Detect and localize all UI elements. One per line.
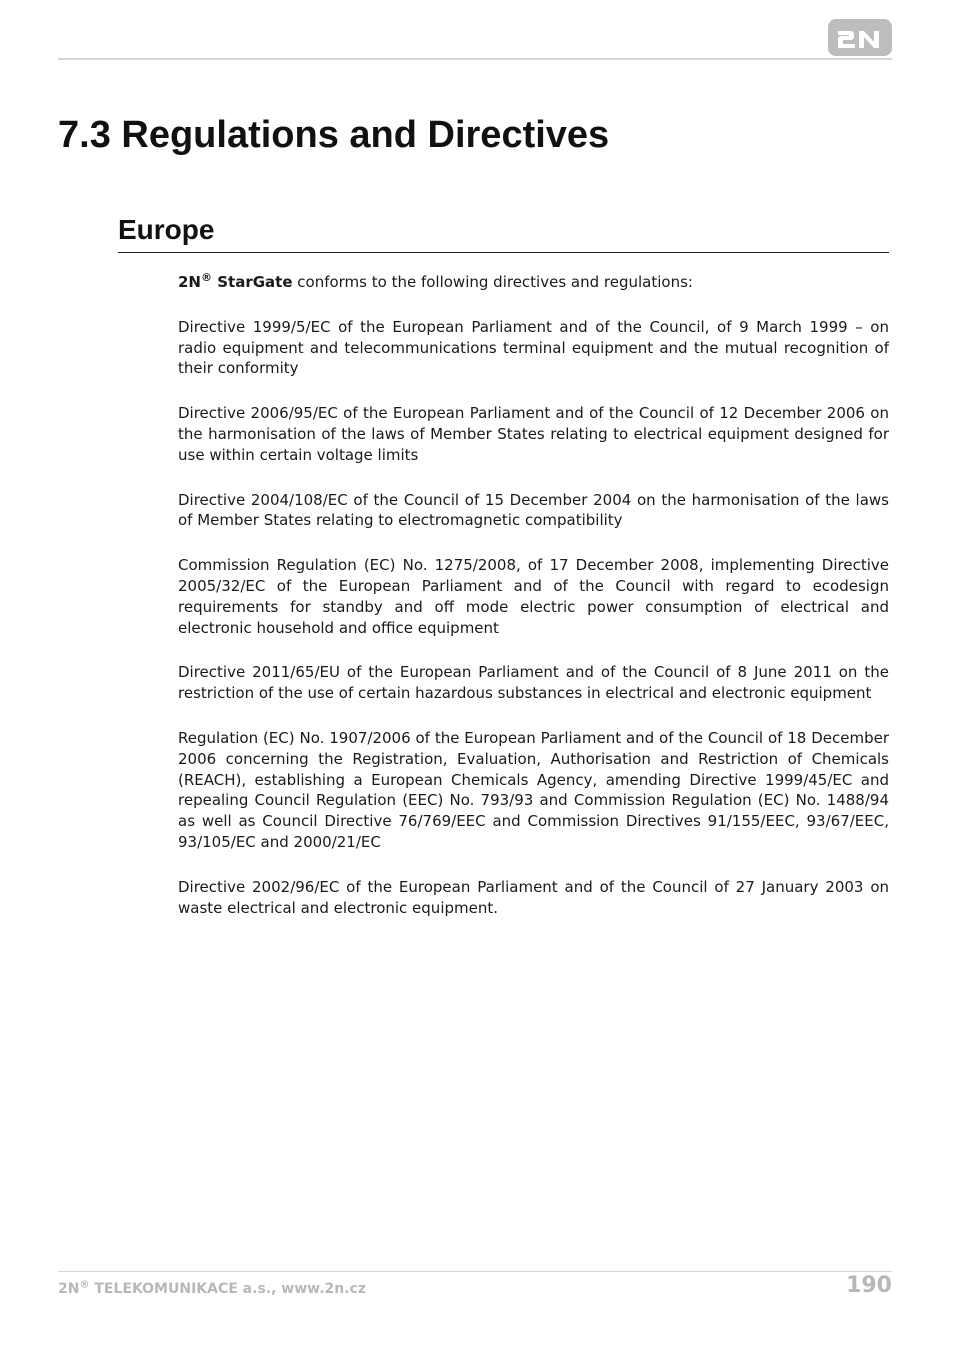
- header-divider: [58, 58, 892, 60]
- 2n-logo: [828, 19, 892, 56]
- section-title-europe: Europe: [118, 214, 215, 245]
- footer-company-name: TELEKOMUNIKACE a.s., www.2n.cz: [89, 1281, 366, 1297]
- product-name: StarGate: [212, 273, 293, 291]
- directive-paragraph: Directive 2002/96/EC of the European Parliament and of the Council of 27 January 2003 on waste electrical and electronic equipment.: [178, 877, 889, 917]
- directive-paragraph: Directive 2004/108/EC of the Council of 15 December 2004 on the harmonisation of the laws of Member States relating to electromagnetic compatibility: [178, 490, 889, 530]
- directive-paragraph: Directive 2011/65/EU of the European Parliament and of the Council of 8 June 2011 on the restriction of the use of certain hazardous substances in electrical and electronic equipment: [178, 663, 889, 703]
- footer-divider: [58, 1271, 892, 1272]
- registered-mark: ®: [201, 271, 212, 284]
- 2n-logo-icon: [828, 19, 892, 56]
- page-number: 190: [846, 1273, 892, 1298]
- directive-paragraph: Commission Regulation (EC) No. 1275/2008, of 17 December 2008, implementing Directive 2005/32/EC of the European Parliament and of the Council with regard to ecodesign requirements for standby and off mode electric power consumption of electrical and electronic household and office equipment: [178, 556, 889, 637]
- section-divider: [118, 252, 889, 253]
- page-title: 7.3 Regulations and Directives: [58, 114, 610, 156]
- footer-company: [58, 1279, 366, 1299]
- directive-paragraph: Directive 2006/95/EC of the European Parliament and of the Council of 12 December 2006 on the harmonisation of the laws of Member States relating to electrical equipment designed for use within certain voltage limits: [178, 404, 889, 464]
- intro-text: conforms to the following directives and regulations:: [292, 273, 693, 291]
- brand-name: 2N: [178, 273, 201, 291]
- directives-content: [178, 272, 889, 942]
- directive-paragraph: Regulation (EC) No. 1907/2006 of the European Parliament and of the Council of 18 December 2006 concerning the Registration, Evaluation, Authorisation and Restriction of Chemicals (REACH), establishing a European Chemicals Agency, amending Directive 1999/45/EC and repealing Council Regulation (EEC) No. 793/93 and Commission Regulation (EC) No. 1488/94 as well as Council Directive 76/769/EEC and Commission Directives 91/155/EEC, 93/67/EEC, 93/105/EC and 2000/21/EC: [178, 728, 889, 851]
- footer-brand: 2N: [58, 1281, 80, 1297]
- intro-paragraph: [178, 272, 889, 293]
- footer-registered-mark: ®: [79, 1279, 90, 1291]
- directive-paragraph: Directive 1999/5/EC of the European Parliament and of the Council, of 9 March 1999 – on radio equipment and telecommunications terminal equipment and the mutual recognition of their conformity: [178, 317, 889, 378]
